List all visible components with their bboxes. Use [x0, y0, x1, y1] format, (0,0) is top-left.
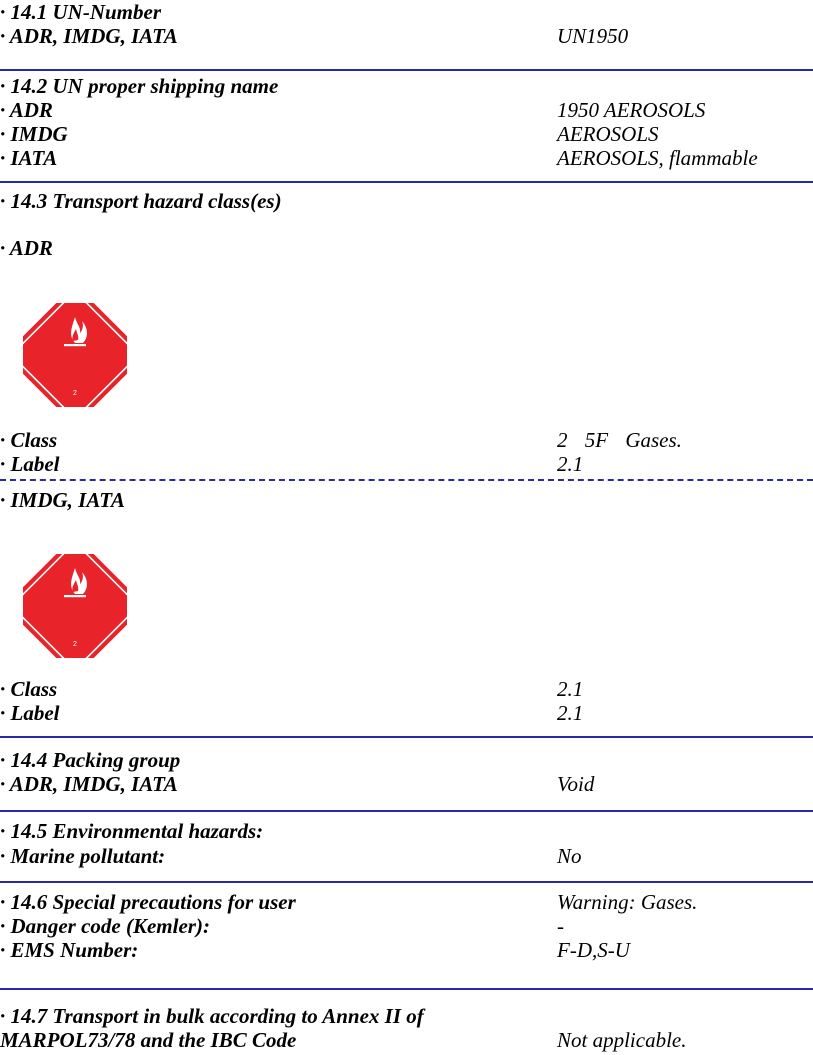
section-14-7-heading-line1: · 14.7 Transport in bulk according to Annex II of — [0, 1004, 424, 1028]
danger-code-label: · Danger code (Kemler): — [0, 914, 210, 938]
section-divider — [0, 810, 813, 812]
shipping-name-adr-value: 1950 AEROSOLS — [557, 98, 706, 122]
section-divider — [0, 181, 813, 183]
ems-number-label: · EMS Number: — [0, 938, 139, 962]
shipping-name-imdg-value: AEROSOLS — [557, 122, 659, 146]
shipping-name-imdg-label: · IMDG — [0, 122, 68, 146]
shipping-name-iata-value: AEROSOLS, flammable — [557, 146, 758, 170]
subsection-divider — [0, 479, 813, 481]
section-divider — [0, 988, 813, 990]
special-precautions-value: Warning: Gases. — [557, 890, 698, 914]
section-14-5-heading: · 14.5 Environmental hazards: — [0, 819, 264, 843]
un-number-label: · ADR, IMDG, IATA — [0, 24, 178, 48]
section-divider — [0, 69, 813, 71]
section-14-7-heading-line2: MARPOL73/78 and the IBC Code — [0, 1028, 297, 1052]
section-divider — [0, 736, 813, 738]
un-number-value: UN1950 — [557, 24, 629, 48]
imdg-iata-subheading: · IMDG, IATA — [0, 488, 125, 512]
placard-class-number: 2 — [73, 641, 77, 648]
ems-number-value: F-D,S-U — [557, 938, 630, 962]
marine-pollutant-label: · Marine pollutant: — [0, 844, 166, 868]
imdg-class-label: · Class — [0, 677, 58, 701]
imdg-class-value: 2.1 — [557, 677, 584, 701]
placard-class-number: 2 — [73, 390, 77, 397]
imdg-label-value: 2.1 — [557, 701, 584, 725]
adr-label-label: · Label — [0, 452, 60, 476]
shipping-name-adr-label: · ADR — [0, 98, 53, 122]
adr-label-value: 2.1 — [557, 452, 584, 476]
flammable-gas-placard-icon — [23, 303, 127, 407]
bulk-transport-value: Not applicable. — [557, 1028, 687, 1052]
section-14-4-heading: · 14.4 Packing group — [0, 748, 181, 772]
packing-group-label: · ADR, IMDG, IATA — [0, 772, 178, 796]
section-14-2-heading: · 14.2 UN proper shipping name — [0, 74, 279, 98]
danger-code-value: - — [557, 914, 564, 938]
imdg-label-label: · Label — [0, 701, 60, 725]
section-divider — [0, 881, 813, 883]
adr-class-value: 2 5F Gases. — [557, 428, 682, 452]
marine-pollutant-value: No — [557, 844, 582, 868]
section-14-3-heading: · 14.3 Transport hazard class(es) — [0, 189, 282, 213]
packing-group-value: Void — [557, 772, 595, 796]
adr-class-label: · Class — [0, 428, 58, 452]
shipping-name-iata-label: · IATA — [0, 146, 58, 170]
section-14-6-heading: · 14.6 Special precautions for user — [0, 890, 296, 914]
adr-subheading: · ADR — [0, 236, 53, 260]
flammable-gas-placard-icon — [23, 554, 127, 658]
section-14-1-heading: · 14.1 UN-Number — [0, 0, 161, 24]
